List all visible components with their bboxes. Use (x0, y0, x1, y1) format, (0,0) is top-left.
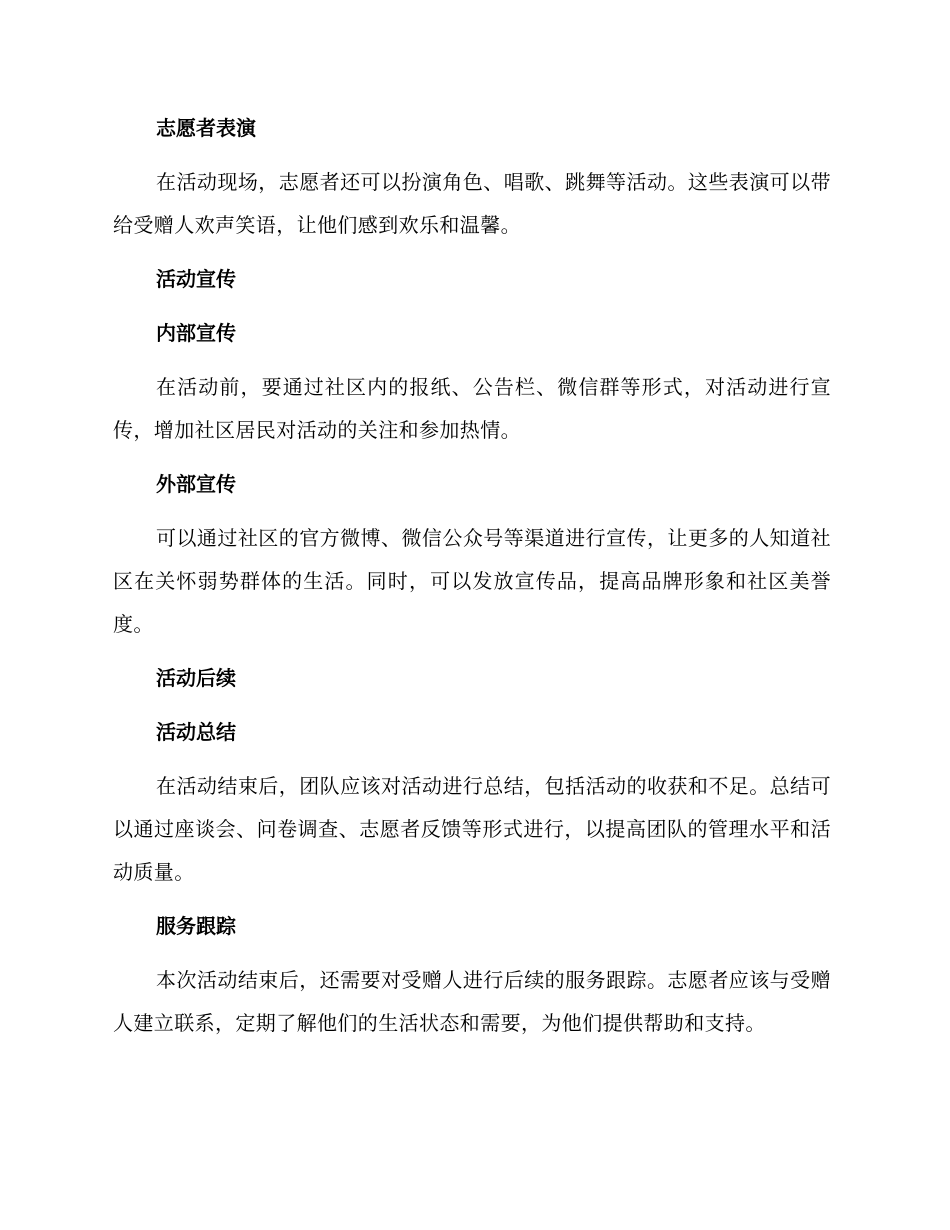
paragraph-service-tracking: 本次活动结束后，还需要对受赠人进行后续的服务跟踪。志愿者应该与受赠人建立联系，定期了解他们的生活状态和需要，为他们提供帮助和支持。 (113, 968, 831, 1035)
paragraph-summary: 在活动结束后，团队应该对活动进行总结，包括活动的收获和不足。总结可以通过座谈会、问卷调查、志愿者反馈等形式进行，以提高团队的管理水平和活动质量。 (113, 774, 831, 884)
paragraph-external-publicity: 可以通过社区的官方微博、微信公众号等渠道进行宣传，让更多的人知道社区在关怀弱势群体的生活。同时，可以发放宣传品，提高品牌形象和社区美誉度。 (113, 526, 831, 636)
section-heading-summary: 活动总结 (156, 720, 236, 744)
section-heading-external-publicity: 外部宣传 (156, 472, 236, 496)
section-heading-internal-publicity: 内部宣传 (156, 321, 236, 345)
section-heading-publicity: 活动宣传 (156, 267, 236, 291)
paragraph-internal-publicity: 在活动前，要通过社区内的报纸、公告栏、微信群等形式，对活动进行宣传，增加社区居民对活动的关注和参加热情。 (113, 375, 831, 442)
document-content (113, 107, 831, 1056)
section-heading-service-tracking: 服务跟踪 (156, 914, 236, 938)
section-heading-volunteer-performance: 志愿者表演 (156, 116, 256, 140)
section-heading-follow-up: 活动后续 (156, 666, 236, 690)
paragraph-volunteer-performance: 在活动现场，志愿者还可以扮演角色、唱歌、跳舞等活动。这些表演可以带给受赠人欢声笑语，让他们感到欢乐和温馨。 (113, 170, 831, 237)
